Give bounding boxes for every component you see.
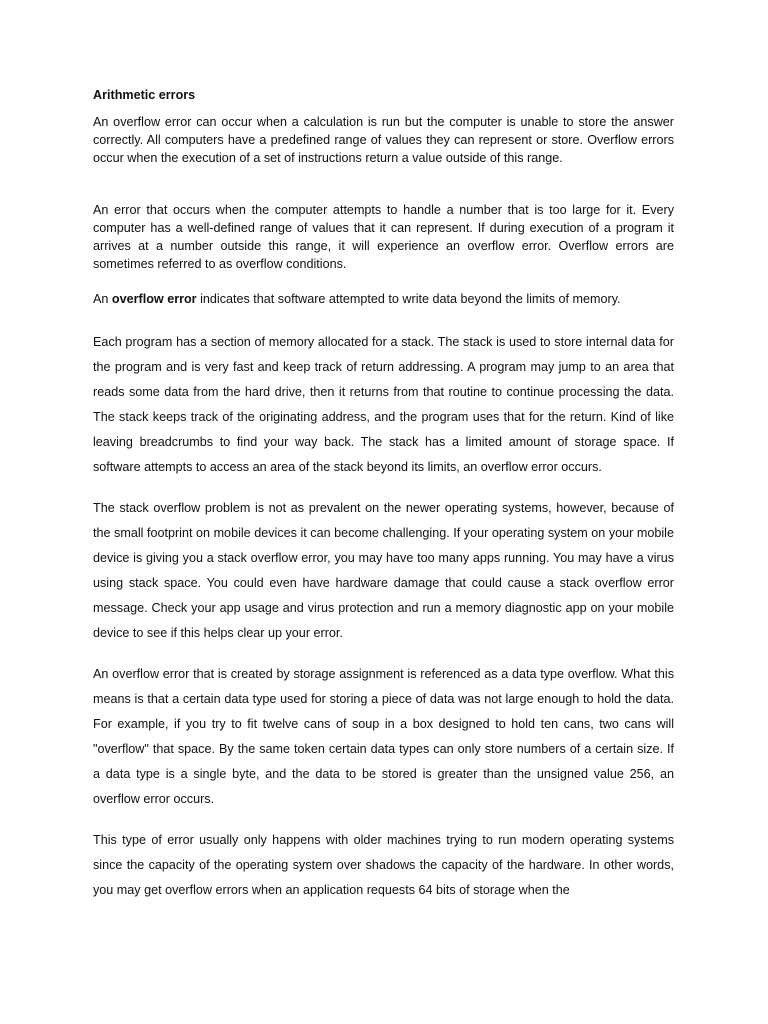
older-machines-paragraph: This type of error usually only happens with older machines trying to run modern operating systems since the capacity of the operating system over shadows the capacity of the hardware. In other words, you may get overflow errors when an application requests 64 bits of storage when the (93, 833, 674, 897)
mobile-paragraph: The stack overflow problem is not as prevalent on the newer operating systems, however, because of the small footprint on mobile devices it can become challenging. If your operating system on your mobile device is giving you a stack overflow error, you may have too many apps running. You may have a virus using stack space. You could even have hardware damage that could cause a stack overflow error message. Check your app usage and virus protection and run a memory diagnostic app on your mobile device to see if this helps clear up your error. (93, 501, 674, 640)
overflow-error-term: overflow error (111, 292, 197, 306)
memory-prefix: An (93, 292, 112, 306)
section-heading: Arithmetic errors (93, 88, 196, 102)
intro-paragraph: An overflow error can occur when a calculation is run but the computer is unable to store the answer correctly. All computers have a predefined range of values they can represent or store. Overflow errors occur when the execution of a set of instructions return a value outside of this range. (93, 115, 674, 165)
memory-suffix: indicates that software attempted to write data beyond the limits of memory. (196, 292, 621, 306)
memory-paragraph (93, 290, 674, 308)
stack-paragraph: Each program has a section of memory allocated for a stack. The stack is used to store internal data for the program and is very fast and keep track of return addressing. A program may jump to an area that reads some data from the hard drive, then it returns from that routine to continue processing the data. The stack keeps track of the originating address, and the program uses that for the return. Kind of like leaving breadcrumbs to find your way back. The stack has a limited amount of storage space. If software attempts to access an area of the stack beyond its limits, an overflow error occurs. (93, 335, 674, 474)
definition-paragraph: An error that occurs when the computer attempts to handle a number that is too large for it. Every computer has a well-defined range of values that it can represent. If during execution of a program it arrives at a number outside this range, it will experience an overflow error. Overflow errors are sometimes referred to as overflow conditions. (93, 203, 674, 271)
document-page (93, 86, 674, 903)
datatype-paragraph: An overflow error that is created by storage assignment is referenced as a data type overflow. What this means is that a certain data type used for storing a piece of data was not large enough to hold the data. For example, if you try to fit twelve cans of soup in a box designed to hold ten cans, two cans will "overflow" that space. By the same token certain data types can only store numbers of a certain size. If a data type is a single byte, and the data to be stored is greater than the unsigned value 256, an overflow error occurs. (93, 667, 674, 806)
